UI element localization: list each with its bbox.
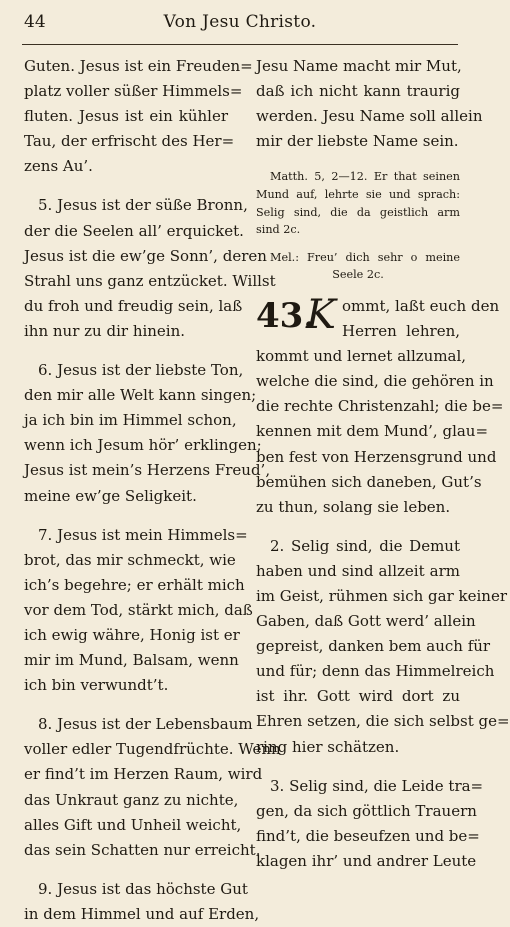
- text-line: in dem Himmel und auf Erden,: [24, 904, 260, 923]
- text-line: gen, da sich göttlich Trauern: [256, 801, 477, 820]
- text-line: 2. Selig sind, die Demut: [270, 536, 460, 555]
- text-line: den mir alle Welt kann singen;: [24, 386, 257, 405]
- text-line: und für; denn das Himmelreich: [256, 662, 495, 681]
- text-line: wenn ich Jesum hör’ erklingen;: [24, 436, 262, 455]
- hymn-number: 43.: [256, 295, 316, 336]
- text-line: das sein Schatten nur erreicht.: [24, 840, 261, 859]
- text-line: Tau, der erfrischt des Her=: [24, 132, 235, 151]
- text-line: brot, das mir schmeckt, wie: [24, 550, 236, 569]
- text-line: voller edler Tugendfrüchte. Wenn: [24, 740, 281, 759]
- running-head: Von Jesu Christo.: [163, 12, 317, 32]
- text-line: meine ew’ge Seligkeit.: [24, 486, 197, 505]
- text-line: gepreist, danken bem auch für: [256, 637, 491, 656]
- text-line: 3. Selig sind, die Leide tra=: [270, 776, 484, 795]
- scripture-note-line: sind 2c.: [256, 223, 301, 237]
- text-line: 7. Jesus ist mein Himmels=: [38, 525, 248, 544]
- text-line: im Geist, rühmen sich gar keiner: [256, 586, 508, 605]
- text-line: daß ich nicht kann traurig: [256, 82, 460, 101]
- text-line: find’t, die beseufzen und be=: [256, 826, 480, 845]
- text-line: 9. Jesus ist das höchste Gut: [38, 879, 248, 898]
- text-line: mir im Mund, Balsam, wenn: [24, 651, 239, 670]
- text-line: zens Au’.: [24, 157, 93, 176]
- text-line: haben und sind allzeit arm: [256, 561, 460, 580]
- right-column: [256, 54, 510, 874]
- text-line: Guten. Jesus ist ein Freuden=: [24, 57, 253, 75]
- hymn-second-line: Herren lehren,: [342, 322, 460, 341]
- header-rule: [22, 44, 458, 45]
- text-line: 6. Jesus ist der liebste Ton,: [38, 361, 244, 380]
- scripture-note-line: Selig sind, die da geistlich arm: [256, 205, 460, 219]
- hymn-heading: [256, 291, 500, 344]
- text-line: ich ewig währe, Honig ist er: [24, 625, 240, 644]
- page-number: 44: [24, 12, 46, 32]
- text-line: 8. Jesus ist der Lebensbaum: [38, 715, 253, 734]
- text-line: die rechte Christenzahl; die be=: [256, 397, 504, 416]
- text-line: zu thun, solang sie leben.: [256, 497, 451, 516]
- text-line: bemühen sich daneben, Gut’s: [256, 472, 482, 491]
- text-line: klagen ihr’ und andrer Leute: [256, 851, 477, 870]
- text-line: Jesus ist mein’s Herzens Freud’,: [24, 461, 271, 480]
- text-line: Jesus ist die ew’ge Sonn’, deren: [24, 246, 267, 265]
- text-line: alles Gift und Unheil weicht,: [24, 815, 242, 834]
- text-line: kommt und lernet allzumal,: [256, 347, 467, 366]
- text-line: Strahl uns ganz entzücket. Willst: [24, 271, 276, 290]
- scripture-note-line: Matth. 5, 2—12. Er that seinen: [270, 170, 460, 184]
- text-line: der die Seelen all’ erquicket.: [24, 221, 244, 240]
- melody-note-line: Seele 2c.: [332, 268, 384, 282]
- text-line: kennen mit dem Mund’, glau=: [256, 422, 489, 441]
- text-line: er find’t im Herzen Raum, wird: [24, 765, 263, 784]
- text-line: Gaben, daß Gott werd’ allein: [256, 612, 476, 631]
- text-line: ring hier schätzen.: [256, 737, 400, 756]
- hymn-drop-initial: K: [306, 291, 336, 338]
- hymn-first-line: ommt, laßt euch den: [342, 296, 500, 315]
- text-line: ich bin verwundt’t.: [24, 676, 169, 695]
- melody-note-line: Mel.: Freu’ dich sehr o meine: [270, 250, 460, 264]
- text-line: vor dem Tod, stärkt mich, daß: [24, 600, 253, 619]
- scripture-note-line: Mund auf, lehrte sie und sprach:: [256, 187, 460, 201]
- text-line: mir der liebste Name sein.: [256, 132, 459, 151]
- text-line: ich’s begehre; er erhält mich: [24, 575, 245, 594]
- text-line: ist ihr. Gott wird dort zu: [256, 687, 460, 706]
- text-line: welche die sind, die gehören in: [256, 372, 494, 391]
- text-line: du froh und freudig sein, laß: [24, 296, 243, 315]
- text-line: ihn nur zu dir hinein.: [24, 321, 186, 340]
- text-line: fluten. Jesus ist ein kühler: [24, 107, 228, 126]
- text-line: Jesu Name macht mir Mut,: [256, 57, 462, 75]
- text-line: das Unkraut ganz zu nichte,: [24, 790, 239, 809]
- text-line: ben fest von Herzensgrund und: [256, 447, 497, 466]
- text-line: ja ich bin im Himmel schon,: [24, 411, 237, 430]
- text-line: platz voller süßer Himmels=: [24, 82, 243, 101]
- text-line: Ehren setzen, die sich selbst ge=: [256, 712, 510, 731]
- text-line: 5. Jesus ist der süße Bronn,: [38, 196, 248, 215]
- text-line: werden. Jesu Name soll allein: [256, 107, 483, 126]
